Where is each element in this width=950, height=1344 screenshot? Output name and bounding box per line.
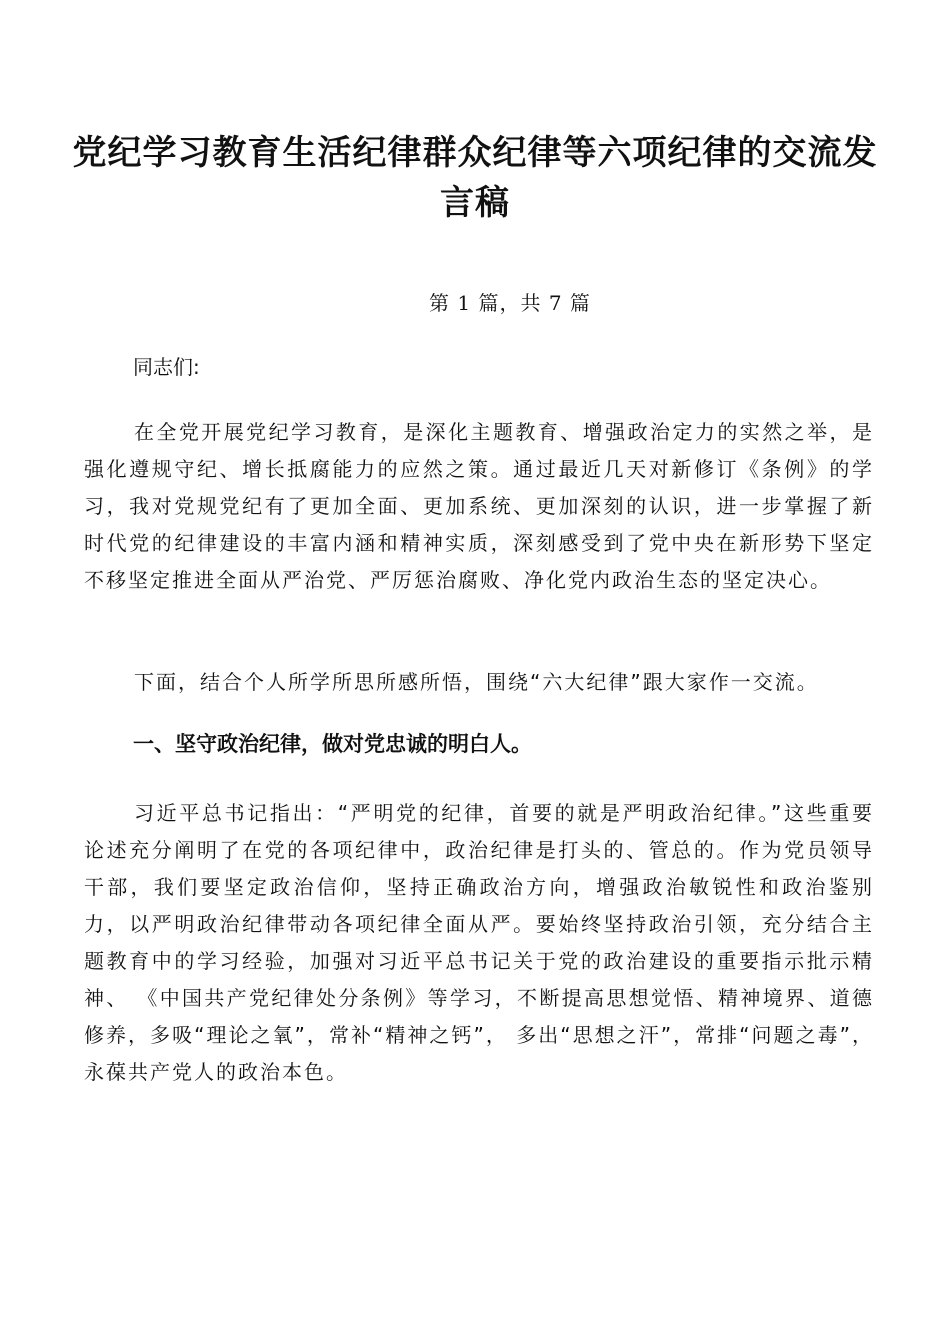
document-title: 党纪学习教育生活纪律群众纪律等六项纪律的交流发言稿 bbox=[72, 133, 878, 223]
section-paragraph: 习近平总书记指出：“严明党的纪律，首要的就是严明政治纪律。”这些重要论述充分阐明了在党的各项纪律中，政治纪律是打头的、管总的。作为党员领导干部，我们要坚定政治信仰，坚持正确政治方向，增强政治敏锐性和政治鉴别力，以严明政治纪律带动各项纪律全面从严。要始终坚持政治引领，充分结合主题教育中的学习经验，加强对习近平总书记关于党的政治建设的重要指示批示精神、 《中国共产党纪律处分条例》等学习，不断提高思想觉悟、精神境界、道德修养，多吸“理论之氧”，常补“精神之钙”， 多出“思想之汗”，常排“问题之毒”，永葆共产党人的政治本色。 bbox=[84, 801, 874, 1084]
intro-paragraph: 在全党开展党纪学习教育，是深化主题教育、增强政治定力的实然之举，是强化遵规守纪、增长抵腐能力的应然之策。通过最近几天对新修订《条例》的学习，我对党规党纪有了更加全面、更加系统、更加深刻的认识，进一步掌握了新时代党的纪律建设的丰富内涵和精神实质，深刻感受到了党中央在新形势下坚定不移坚定推进全面从严治党、严厉惩治腐败、净化党内政治生态的坚定决心。 bbox=[84, 420, 874, 592]
salutation: 同志们: bbox=[133, 355, 200, 379]
transition-paragraph: 下面，结合个人所学所思所感所悟，围绕“六大纪律”跟大家作一交流。 bbox=[134, 670, 819, 694]
part-indicator: 第 1 篇，共 7 篇 bbox=[429, 291, 591, 315]
section-heading: 一、坚守政治纪律，做对党忠诚的明白人。 bbox=[133, 732, 532, 756]
